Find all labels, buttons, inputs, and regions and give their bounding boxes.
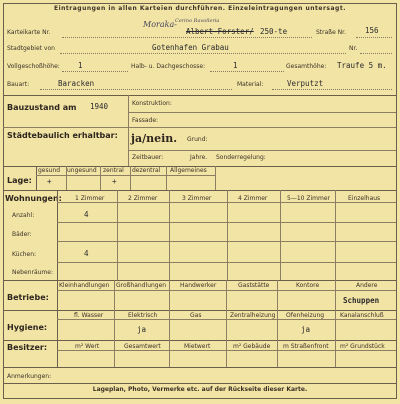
betr-col-gross: Großhandlungen: [116, 282, 167, 289]
wohn-col-4: 4 Zimmer: [238, 195, 268, 202]
dotline: [272, 89, 392, 90]
rule: [226, 340, 227, 367]
hyg-col-gas: Gas: [190, 312, 202, 319]
rule: [277, 280, 278, 310]
wohn-kuechen-1: 4: [84, 249, 89, 258]
grund-label: Grund:: [187, 136, 208, 143]
lage-col-zentral: zentral: [103, 167, 124, 174]
rule: [130, 166, 131, 190]
lage-col-dezentral: dezentral: [132, 167, 161, 174]
rule: [57, 280, 58, 310]
rule: [3, 127, 396, 128]
dotline: [356, 37, 392, 38]
dotline: [60, 53, 346, 54]
handwritten-street: Moraka-: [143, 20, 177, 29]
betr-col-handwerker: Handwerker: [180, 282, 217, 289]
stadtgebiet-value: Gotenhafen Grabau: [152, 43, 229, 52]
halbgeschoss-value: 1: [233, 61, 238, 70]
border-left: [3, 3, 4, 398]
typed-street-suffix: 250-te: [260, 27, 288, 36]
rule: [3, 367, 397, 368]
betr-col-andere: Andere: [356, 282, 378, 289]
hygiene-label: Hygiene:: [7, 323, 48, 332]
rule: [57, 350, 396, 351]
rule: [114, 310, 115, 340]
rule: [3, 310, 397, 311]
rule: [117, 190, 118, 280]
typed-street-struck: Albert-Forster/: [186, 27, 254, 36]
sonderregelung-label: Sonderregelung:: [216, 154, 266, 161]
bes-col-grundstueck: m² Grundstück: [340, 343, 385, 350]
zeitbauer-label: Zeitbauer:: [132, 154, 164, 161]
besitzer-label: Besitzer:: [7, 343, 48, 352]
rule: [280, 190, 281, 280]
rule: [335, 310, 336, 340]
rule: [57, 241, 396, 242]
rule: [57, 262, 396, 263]
wohn-col-5: 5—10 Zimmer: [287, 195, 330, 202]
border-top: [3, 3, 397, 4]
dotline: [360, 53, 392, 54]
rule: [226, 280, 227, 310]
rule: [114, 340, 115, 367]
konstruktion-label: Konstruktion:: [132, 100, 172, 107]
wohn-row-kuechen: Küchen:: [12, 251, 37, 258]
hyg-col-wasser: fl. Wasser: [74, 312, 104, 319]
gesamthoehe-value: Traufe 5 m.: [337, 61, 387, 70]
hyg-col-ofen: Ofenheizung: [286, 312, 325, 319]
wohnungen-label: Wohnungen:: [5, 194, 62, 203]
bes-col-strassenfront: m Straßenfront: [283, 343, 329, 350]
footer-note: Lageplan, Photo, Vermerke etc. auf der Rückseite dieser Karte.: [92, 386, 308, 393]
bes-col-gebaeude: m² Gebäude: [233, 343, 271, 350]
hyg-col-zentral: Zentralheizung: [230, 312, 276, 319]
rule: [3, 190, 397, 191]
betriebe-label: Betriebe:: [7, 293, 49, 302]
dotline: [40, 89, 232, 90]
jahre-label: Jahre.: [190, 154, 208, 161]
rule: [3, 340, 397, 341]
gesamthoehe-label: Gesamthöhe:: [286, 63, 327, 70]
wohn-col-2: 2 Zimmer: [128, 195, 158, 202]
rule: [335, 340, 336, 367]
rule: [128, 150, 396, 151]
rule: [128, 112, 396, 113]
bauart-label: Bauart:: [7, 81, 30, 88]
lage-label: Lage:: [7, 176, 32, 185]
rule: [215, 166, 216, 190]
wohn-col-einzelhaus: Einzelhaus: [348, 195, 381, 202]
dotline: [210, 71, 284, 72]
material-value: Verputzt: [287, 79, 324, 88]
rule: [169, 190, 170, 280]
border-right: [396, 3, 397, 398]
rule: [100, 166, 101, 190]
rule: [57, 340, 58, 367]
rule: [36, 175, 216, 176]
rule: [57, 290, 396, 291]
strasse-nr: 156: [365, 26, 379, 35]
rule: [169, 310, 170, 340]
wohn-row-nebenraeume: Nebenräume:: [12, 269, 53, 276]
rule: [335, 190, 336, 280]
betr-col-gaststaette: Gaststätte: [238, 282, 270, 289]
rule: [3, 280, 397, 281]
betr-andere-value: Schuppen: [343, 296, 380, 305]
rule: [277, 310, 278, 340]
bes-col-m2wert: m² Wert: [75, 343, 100, 350]
strasse-label: Straße Nr.: [316, 29, 346, 36]
rule: [277, 340, 278, 367]
border-bottom: [3, 398, 397, 399]
rule: [335, 280, 336, 310]
dotline: [62, 71, 128, 72]
rule: [166, 166, 167, 190]
lage-mark-zentral: +: [112, 177, 117, 186]
rule: [169, 280, 170, 310]
rule: [36, 166, 37, 190]
karteikarte-label: Karteikarte Nr.: [7, 29, 51, 36]
betr-col-kontore: Kontore: [296, 282, 320, 289]
janein-value: ja/nein.: [131, 132, 178, 145]
rule: [57, 310, 58, 340]
bes-col-mietwert: Mietwert: [184, 343, 211, 350]
rule: [57, 190, 58, 280]
wohn-row-anzahl: Anzahl:: [12, 212, 35, 219]
rule: [226, 310, 227, 340]
lage-mark-gesund: +: [47, 177, 52, 186]
wohn-anzahl-1: 4: [84, 210, 89, 219]
bauart-value: Baracken: [58, 79, 95, 88]
wohn-row-baeder: Bäder:: [12, 231, 32, 238]
vollgeschoss-label: Vollgeschoßhöhe:: [7, 63, 60, 70]
fassade-label: Fassade:: [132, 117, 159, 124]
rule: [169, 340, 170, 367]
betr-col-klein: Kleinhandlungen: [59, 282, 110, 289]
wohn-col-3: 3 Zimmer: [182, 195, 212, 202]
rule: [114, 280, 115, 310]
hyg-ofen-value: ja: [301, 325, 311, 334]
rule: [57, 222, 396, 223]
rule: [57, 202, 396, 203]
hyg-elektrisch-value: ja: [137, 325, 147, 334]
halbgeschoss-label: Halb- u. Dachgeschosse:: [131, 63, 206, 70]
stadtgebiet-nr-label: Nr.: [349, 45, 358, 52]
rule: [3, 95, 397, 96]
hyg-col-elektrisch: Elektrisch: [128, 312, 158, 319]
bauzustand-year: 1940: [90, 102, 109, 111]
rule: [3, 383, 397, 384]
header-instruction: Eintragungen in allen Karteien durchführen. Einzeleintragungen untersagt.: [53, 5, 346, 12]
erhaltbar-label: Städtebaulich erhaltbar:: [7, 131, 118, 140]
lage-col-ungesund: ungesund: [67, 167, 97, 174]
handwritten-note: Cerino Ravolleria: [175, 18, 220, 24]
rule: [57, 319, 396, 320]
lage-col-allgemeines: Allgemeines: [170, 167, 207, 174]
bauzustand-label: Bauzustand am: [7, 103, 77, 112]
anmerkungen-label: Anmerkungen:: [7, 373, 52, 380]
rule: [128, 95, 129, 166]
lage-col-gesund: gesund: [38, 167, 61, 174]
dotline: [62, 37, 312, 38]
bes-col-gesamtwert: Gesamtwert: [124, 343, 161, 350]
stadtgebiet-label: Stadtgebiet von: [7, 45, 55, 52]
vollgeschoss-value: 1: [78, 61, 83, 70]
hyg-col-kanal: Kanalanschluß: [340, 312, 384, 319]
rule: [227, 190, 228, 280]
wohn-col-1: 1 Zimmer: [75, 195, 105, 202]
material-label: Material:: [237, 81, 264, 88]
